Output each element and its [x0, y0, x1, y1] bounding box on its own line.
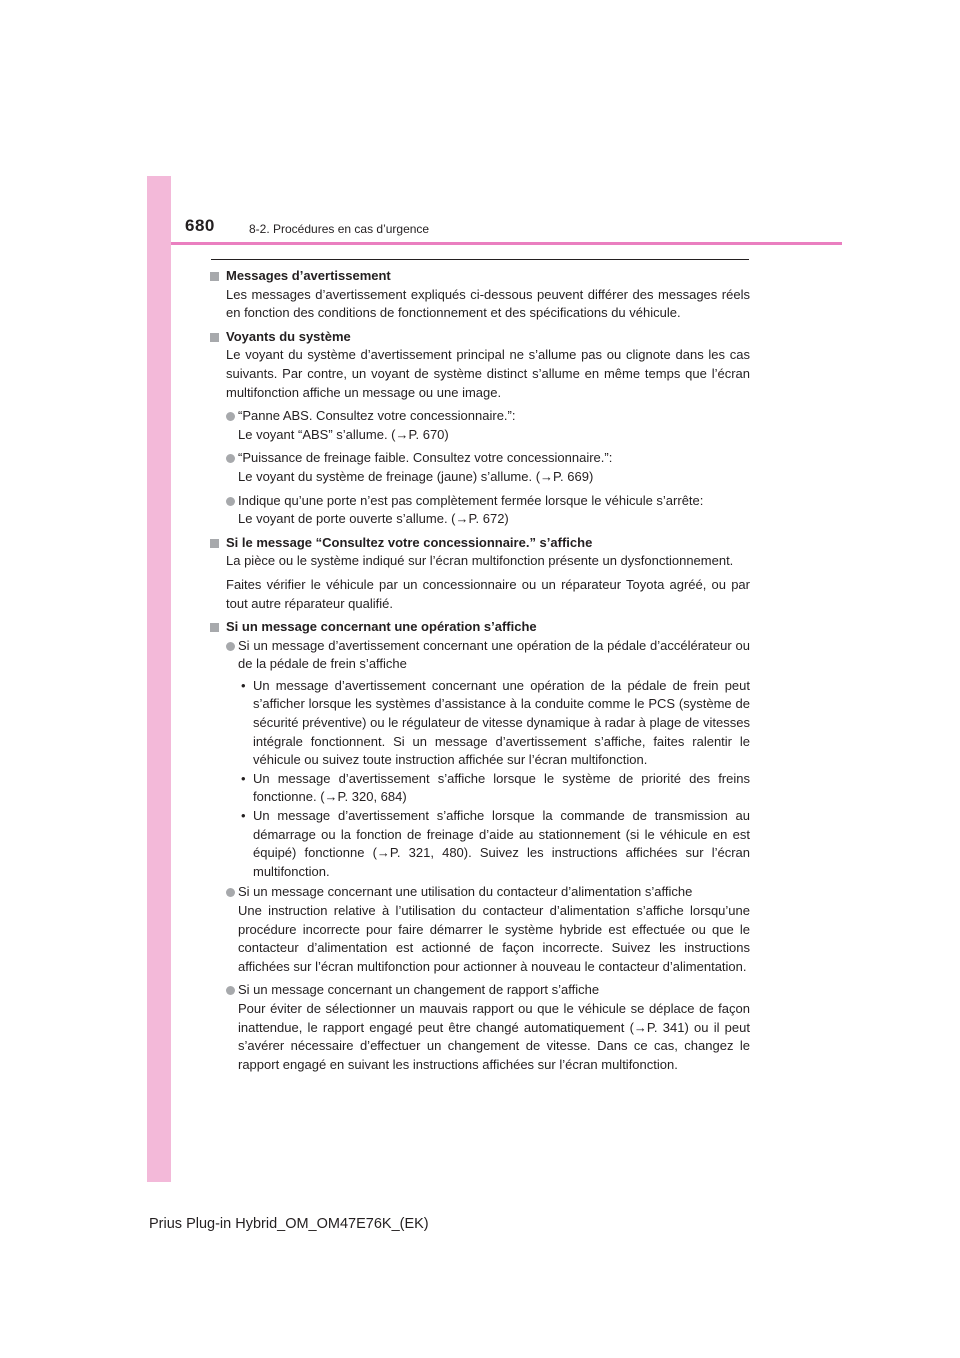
paragraph: Les messages d’avertissement expliqués ci-dessous peuvent différer des messages réels en fonction des conditions de fonctionnement et des spécifications du véhicule. [226, 286, 750, 321]
square-bullet-icon [210, 333, 219, 342]
heading-text: Si le message “Consultez votre concessionnaire.” s’affiche [226, 534, 593, 550]
list-item [209, 981, 750, 1074]
section-heading [209, 267, 750, 286]
dot-bullet-icon: • [241, 677, 246, 693]
item-detail: Le voyant “ABS” s’allume. (→P. 670) [238, 426, 449, 442]
section-heading [209, 618, 750, 637]
square-bullet-icon [210, 539, 219, 548]
item-detail: Une instruction relative à l’utilisation du contacteur d’alimentation s’affiche lorsqu’une procédure incorrecte pour faire démarrer le système hybride est effectuée ou que le contacteur d’alimentation est actionné de façon incorrecte. Suivez les instructions affichées sur l’écran multifonction pour actionner à nouveau le contacteur d’alimentation. [238, 903, 750, 974]
content-top-rule [211, 259, 749, 260]
item-title: Si un message d’avertissement concernant une opération de la pédale d’accélérateur ou de la pédale de frein s’affiche [238, 637, 750, 672]
circle-bullet-icon [226, 454, 235, 463]
heading-text: Si un message concernant une opération s’affiche [226, 619, 537, 635]
list-item [209, 637, 750, 674]
item-title: Indique qu’une porte n’est pas complètement fermée lorsque le véhicule s’arrête: [238, 492, 704, 508]
heading-text: Voyants du système [226, 328, 351, 344]
heading-text: Messages d’avertissement [226, 268, 391, 283]
section-heading [209, 534, 750, 553]
page-number: 680 [185, 216, 215, 235]
circle-bullet-icon [226, 412, 235, 421]
circle-bullet-icon [226, 497, 235, 506]
item-detail: Le voyant du système de freinage (jaune) s’allume. (→P. 669) [238, 468, 594, 484]
square-bullet-icon [210, 272, 219, 281]
sub-list [209, 677, 750, 882]
item-title: Si un message concernant une utilisation du contacteur d’alimentation s’affiche [238, 884, 693, 900]
circle-bullet-icon [226, 986, 235, 995]
dot-bullet-icon: • [241, 770, 246, 786]
list-item [209, 883, 750, 976]
item-title: “Panne ABS. Consultez votre concessionnaire.”: [238, 408, 516, 424]
section-heading [209, 328, 750, 347]
square-bullet-icon [210, 623, 219, 632]
section-title: 8-2. Procédures en cas d’urgence [249, 222, 430, 236]
list-item [209, 407, 750, 444]
item-title: “Puissance de freinage faible. Consultez votre concessionnaire.”: [238, 450, 613, 466]
paragraph: Faites vérifier le véhicule par un concessionnaire ou un réparateur Toyota agréé, ou par tout autre réparateur qualifié. [226, 576, 750, 611]
chapter-sidebar-tab [147, 176, 171, 1182]
document-footer: Prius Plug-in Hybrid_OM_OM47E76K_(EK) [149, 1216, 429, 1232]
item-detail: Le voyant de porte ouverte s’allume. (→P. 672) [238, 511, 509, 527]
list-item [209, 492, 750, 529]
circle-bullet-icon [226, 642, 235, 651]
sub-list-item [238, 677, 750, 770]
item-title: Si un message concernant un changement de rapport s’affiche [238, 982, 600, 998]
sub-list-item [238, 807, 750, 881]
list-item [209, 449, 750, 486]
sub-item-text: Un message d’avertissement s’affiche lorsque le système de priorité des freins fonctionne. (→P. 320, 684) [253, 770, 750, 805]
paragraph: Le voyant du système d’avertissement principal ne s’allume pas ou clignote dans les cas suivants. Par contre, un voyant de système distinct s’allume en même temps que l’écran multifonction affiche un message ou une image. [226, 347, 750, 400]
sub-item-text: Un message d’avertissement concernant une opération de la pédale de frein peut s’afficher lorsque les systèmes d’assistance à la conduite comme le PCS (système de sécurité préventive) ou le régulateur de vitesse dynamique à radar à plage de vitesses intégrale fonctionnent. Si un message d’avertissement s’affiche, faites ralentir le véhicule ou suivez toute instruction affichée sur l’écran multifonction. [253, 677, 750, 768]
paragraph: La pièce ou le système indiqué sur l’écran multifonction présente un dysfonctionnement. [226, 553, 734, 569]
circle-bullet-icon [226, 888, 235, 897]
page-content [209, 267, 750, 1079]
sub-item-text: Un message d’avertissement s’affiche lorsque la commande de transmission au démarrage ou la fonction de freinage d’aide au stationnement (si le véhicule en est équipé) fonctionne (→P. 321, 480). Suivez les instructions affichées sur l’écran multifonction. [253, 808, 750, 879]
dot-bullet-icon: • [241, 808, 246, 824]
item-detail: Pour éviter de sélectionner un mauvais rapport ou que le véhicule se déplace de façon inattendue, le rapport engagé peut être changé automatiquement (→P. 341) ou il peut s’avérer nécessaire d’effectuer un changement de vitesse. Dans ce cas, changez le rapport engagé en suivant les instructions affichées sur l’écran multifonction. [238, 1000, 750, 1072]
header-divider [171, 242, 842, 245]
sub-list-item [238, 770, 750, 807]
